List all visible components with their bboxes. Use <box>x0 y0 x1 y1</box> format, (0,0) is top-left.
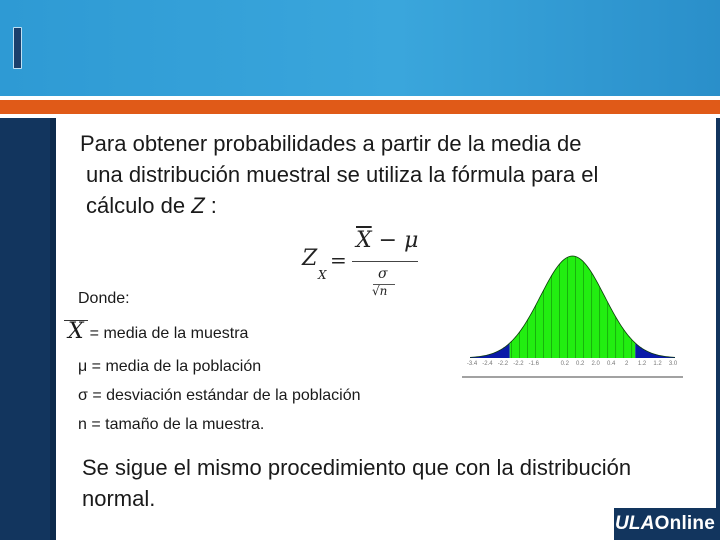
definition-x-bar <box>64 320 248 343</box>
outro-paragraph <box>82 452 712 514</box>
definition-sigma: σ = desviación estándar de la población <box>78 387 361 404</box>
x-tick-label: -1.6 <box>528 361 540 367</box>
x-bar-symbol: X <box>64 320 88 343</box>
x-tick-label: 2 <box>624 361 629 367</box>
center-area <box>510 256 636 358</box>
left-sidebar <box>0 118 56 540</box>
curve-layer <box>470 256 675 358</box>
intro-line-3-suffix: : <box>204 193 217 218</box>
formula-numerator <box>356 228 418 253</box>
x-tick-label: -2.2 <box>513 361 524 367</box>
x-tick-label: 3.0 <box>668 361 678 367</box>
z-variable: Z <box>191 193 205 218</box>
definition-x-text: = media de la muestra <box>89 325 249 342</box>
intro-line-3 <box>80 190 680 221</box>
formula-x-bar: $\overline{X}$ <box>356 228 372 253</box>
formula-fraction-bar <box>352 261 418 262</box>
right-border <box>716 118 720 540</box>
outro-line-1: Se sigue el mismo procedimiento que con la distribución <box>82 455 632 480</box>
formula-minus-mu: − μ <box>371 228 419 253</box>
right-tail-area <box>635 343 675 358</box>
x-tick-label: -2.2 <box>497 361 509 367</box>
header-band <box>0 0 720 96</box>
intro-paragraph <box>80 128 680 221</box>
sidebar-stripe <box>50 118 56 540</box>
intro-line-1: Para obtener probabilidades a partir de la media de <box>80 131 582 156</box>
outro-line-2: normal. <box>82 486 156 511</box>
x-tick-label: -3.4 <box>466 361 478 367</box>
x-tick-label: 2.0 <box>591 361 600 367</box>
definition-n: n = tamaño de la muestra. <box>78 416 265 433</box>
x-tick-label: 1.2 <box>653 361 662 367</box>
definition-mu: μ = media de la población <box>78 358 262 375</box>
x-tick-label: -2.4 <box>482 361 493 367</box>
ula-online-logo <box>614 508 716 540</box>
definitions-heading: Donde: <box>78 290 130 307</box>
logo-brand: ULA <box>615 513 655 534</box>
header-accent-mark <box>13 27 22 69</box>
left-tail-area <box>470 343 510 358</box>
logo-suffix: Online <box>654 513 715 534</box>
accent-bar <box>0 100 720 114</box>
formula-equals: = <box>330 248 347 272</box>
x-tick-label: 0.4 <box>606 361 616 367</box>
tick-layer <box>467 361 678 367</box>
x-tick-label: 0.2 <box>560 361 569 367</box>
x-tick-label: 1.2 <box>637 361 647 367</box>
formula-sigma: σ <box>378 266 388 282</box>
intro-line-2: una distribución muestral se utiliza la fórmula para el <box>86 162 599 187</box>
formula-sqrt-n: √n <box>372 284 388 298</box>
intro-line-3-prefix: cálculo de <box>86 193 192 218</box>
x-tick-label: 0.2 <box>576 361 585 367</box>
formula-z-subscript: X <box>318 268 327 282</box>
normal-curve-chart <box>460 250 685 380</box>
formula-z: Z <box>302 246 318 271</box>
z-formula <box>298 228 428 304</box>
